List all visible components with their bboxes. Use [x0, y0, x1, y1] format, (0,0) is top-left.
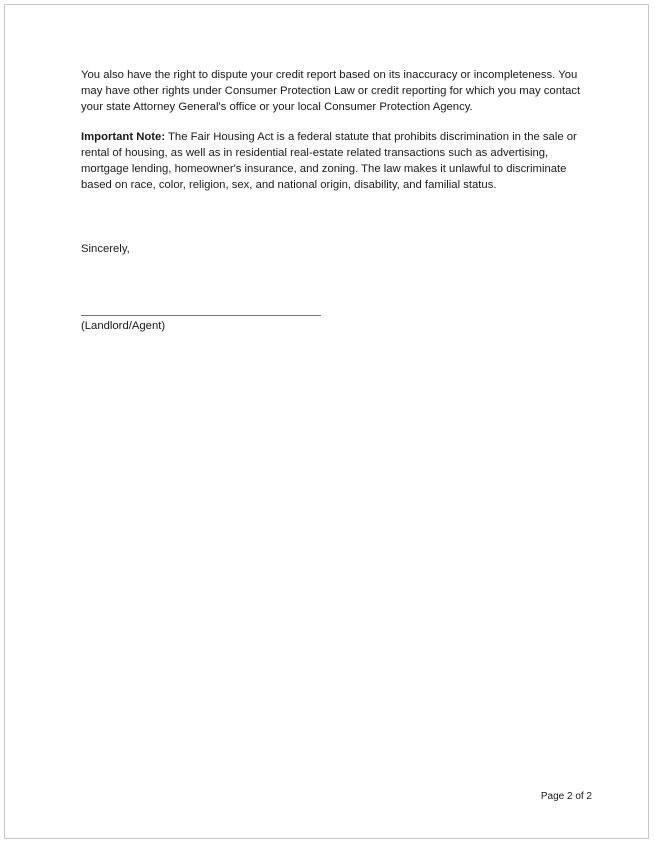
- letter-body: [81, 67, 581, 193]
- important-note-paragraph: [81, 129, 581, 193]
- closing-salutation: Sincerely,: [81, 243, 130, 255]
- document-page: [4, 4, 649, 839]
- important-note-text: The Fair Housing Act is a federal statute that prohibits discrimination in the sale or rental of housing, as well as in residential real-estate related transactions such as advertising, mortgage lending, homeowner's insurance, and zoning. The law makes it unlawful to discriminate based on race, color, religion, sex, and national origin, disability, and familial status.: [81, 131, 577, 191]
- signature-caption: (Landlord/Agent): [81, 320, 166, 332]
- signature-line: [81, 315, 321, 316]
- rights-paragraph: You also have the right to dispute your credit report based on its inaccuracy or incompleteness. You may have other rights under Consumer Protection Law or credit reporting for which you may contact your state Attorney General's office or your local Consumer Protection Agency.: [81, 69, 581, 113]
- page-number: Page 2 of 2: [540, 791, 592, 802]
- important-note-label: Important Note:: [81, 131, 166, 143]
